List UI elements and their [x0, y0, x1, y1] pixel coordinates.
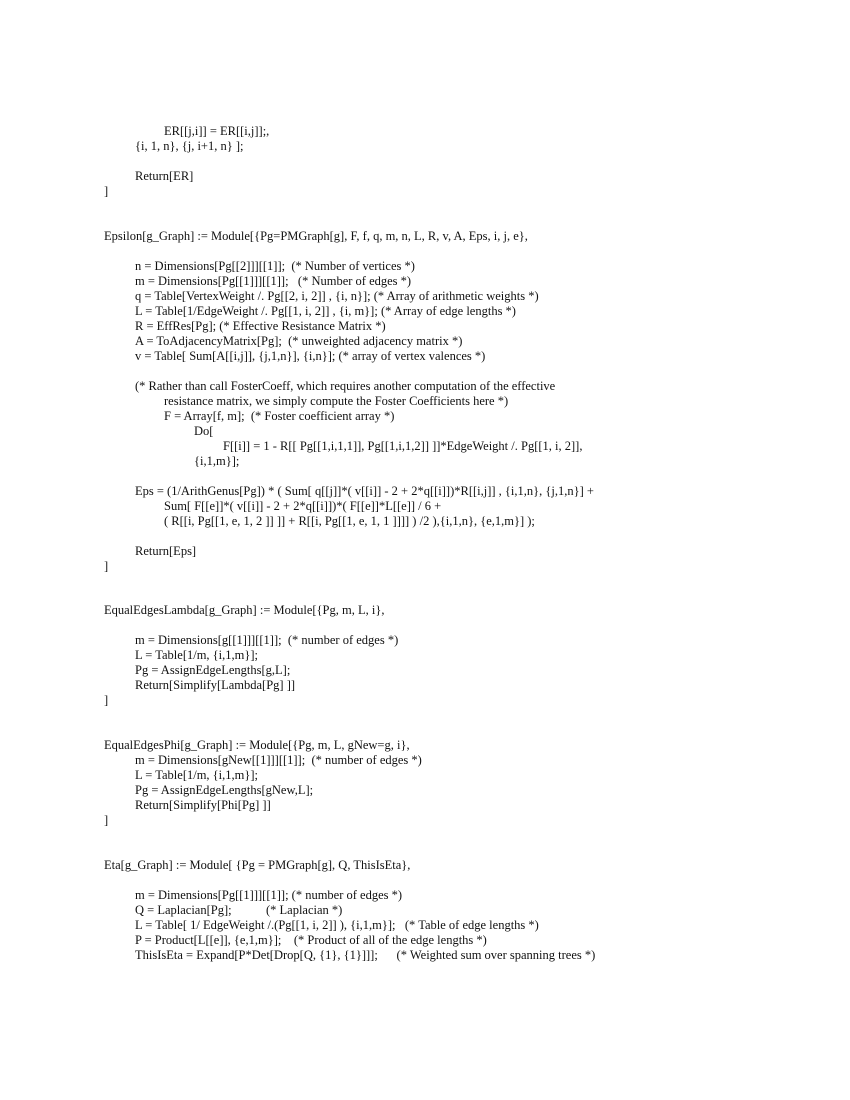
function-header: EqualEdgesPhi[g_Graph] := Module[{Pg, m, L, gNew=g, i},: [104, 738, 410, 752]
code-line: n = Dimensions[Pg[[2]]][[1]]; (* Number of vertices *): [135, 259, 415, 273]
code-line: v = Table[ Sum[A[[i,j]], {j,1,n}], {i,n}]; (* array of vertex valences *): [135, 349, 486, 363]
code-line: ER[[j,i]] = ER[[i,j]];,: [164, 124, 270, 138]
code-line: ThisIsEta = Expand[P*Det[Drop[Q, {1}, {1}]]]; (* Weighted sum over spanning trees *): [135, 948, 596, 962]
code-line: m = Dimensions[Pg[[1]]][[1]]; (* number of edges *): [135, 888, 403, 902]
code-line: m = Dimensions[Pg[[1]]][[1]]; (* Number of edges *): [135, 274, 412, 288]
code-line: F = Array[f, m]; (* Foster coefficient array *): [164, 409, 395, 423]
function-header: Epsilon[g_Graph] := Module[{Pg=PMGraph[g], F, f, q, m, n, L, R, v, A, Eps, i, j, e},: [104, 229, 528, 243]
code-line: Q = Laplacian[Pg]; (* Laplacian *): [135, 903, 343, 917]
code-line: Do[: [194, 424, 214, 438]
function-header: EqualEdgesLambda[g_Graph] := Module[{Pg, m, L, i},: [104, 603, 385, 617]
code-line: q = Table[VertexWeight /. Pg[[2, i, 2]] , {i, n}]; (* Array of arithmetic weights *): [135, 289, 539, 303]
code-line: P = Product[L[[e]], {e,1,m}]; (* Product of all of the edge lengths *): [135, 933, 487, 947]
code-line: Return[Simplify[Phi[Pg] ]]: [135, 798, 271, 812]
code-line: R = EffRes[Pg]; (* Effective Resistance Matrix *): [135, 319, 386, 333]
code-line: Return[Eps]: [135, 544, 197, 558]
code-line: ]: [104, 693, 109, 707]
code-line: Pg = AssignEdgeLengths[g,L];: [135, 663, 291, 677]
code-line: Return[ER]: [135, 169, 194, 183]
code-comment: (* Rather than call FosterCoeff, which requires another computation of the effective: [135, 379, 556, 393]
code-line: ( R[[i, Pg[[1, e, 1, 2 ]] ]] + R[[i, Pg[[1, e, 1, 1 ]]]] ) /2 ),{i,1,n}, {e,1,m}] );: [164, 514, 535, 528]
code-line: {i,1,m}];: [194, 454, 240, 468]
code-line: L = Table[1/EdgeWeight /. Pg[[1, i, 2]] , {i, m}]; (* Array of edge lengths *): [135, 304, 516, 318]
code-line: ]: [104, 559, 109, 573]
code-line: m = Dimensions[gNew[[1]]][[1]]; (* number of edges *): [135, 753, 422, 767]
code-line: ]: [104, 813, 109, 827]
code-line: Eps = (1/ArithGenus[Pg]) * ( Sum[ q[[j]]*( v[[i]] - 2 + 2*q[[i]])*R[[i,j]] , {i,1,n}, {j,1,n}] +: [135, 484, 594, 498]
code-line: L = Table[ 1/ EdgeWeight /.(Pg[[1, i, 2]] ), {i,1,m}]; (* Table of edge lengths *): [135, 918, 539, 932]
code-line: m = Dimensions[g[[1]]][[1]]; (* number of edges *): [135, 633, 399, 647]
code-line: {i, 1, n}, {j, i+1, n} ];: [135, 139, 244, 153]
code-line: L = Table[1/m, {i,1,m}];: [135, 648, 259, 662]
function-header: Eta[g_Graph] := Module[ {Pg = PMGraph[g], Q, ThisIsEta},: [104, 858, 411, 872]
code-line: Return[Simplify[Lambda[Pg] ]]: [135, 678, 296, 692]
code-comment: resistance matrix, we simply compute the Foster Coefficients here *): [164, 394, 509, 408]
code-line: Sum[ F[[e]]*( v[[i]] - 2 + 2*q[[i]])*( F[[e]]*L[[e]] / 6 +: [164, 499, 442, 513]
code-line: Pg = AssignEdgeLengths[gNew,L];: [135, 783, 314, 797]
code-line: ]: [104, 184, 109, 198]
code-line: A = ToAdjacencyMatrix[Pg]; (* unweighted adjacency matrix *): [135, 334, 463, 348]
code-line: F[[i]] = 1 - R[[ Pg[[1,i,1,1]], Pg[[1,i,1,2]] ]]*EdgeWeight /. Pg[[1, i, 2]],: [223, 439, 583, 453]
code-line: L = Table[1/m, {i,1,m}];: [135, 768, 259, 782]
